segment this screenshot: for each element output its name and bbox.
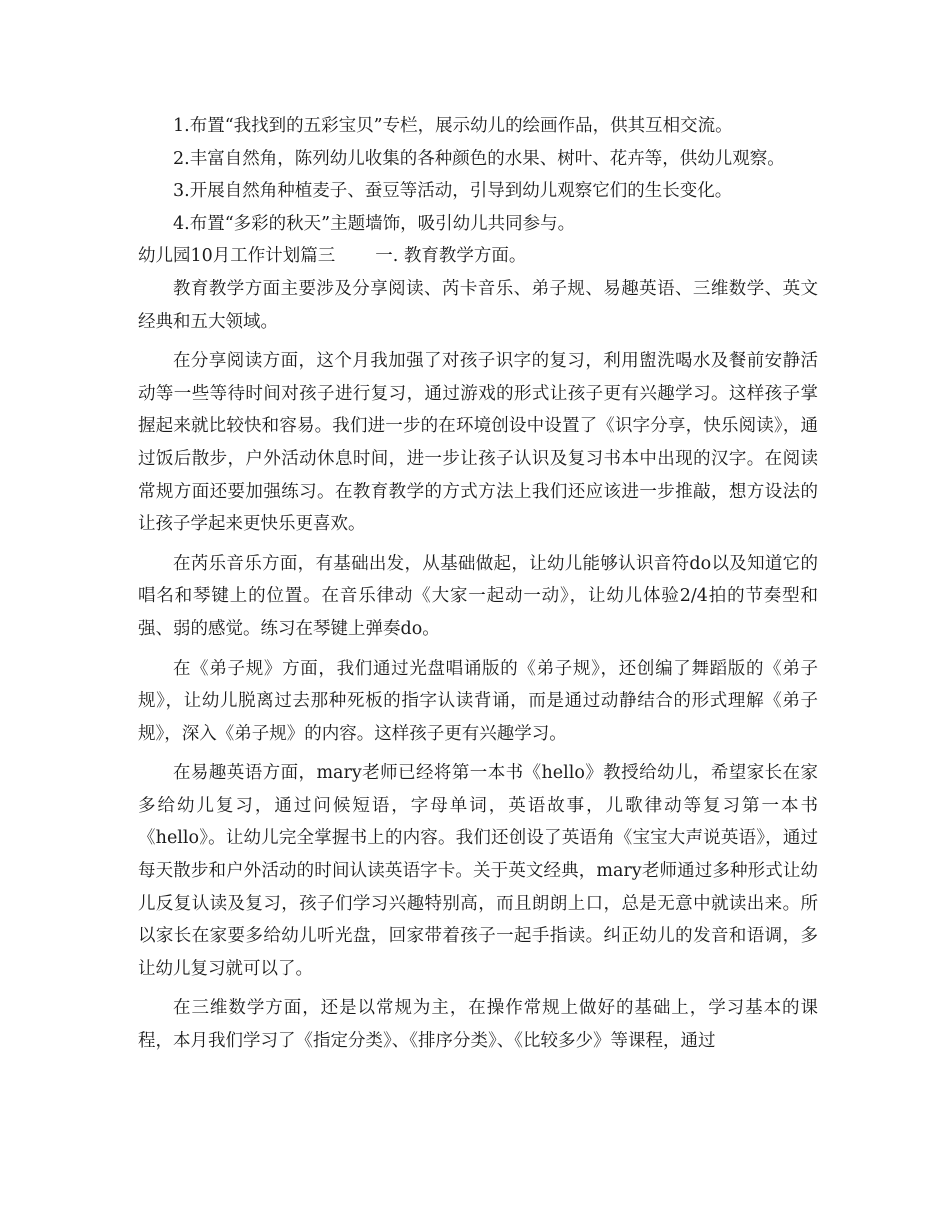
document-title: 幼儿园10月工作计划篇三 (138, 246, 336, 267)
paragraph: 在易趣英语方面，mary老师已经将第一本书《hello》教授给幼儿，希望家长在家多给幼儿复习，通过问候短语，字母单词，英语故事，儿歌律动等复习第一本书《hello》。让幼儿完全掌握书上的内容。我们还创设了英语角《宝宝大声说英语》，通过每天散步和户外活动的时间认读英语字卡。关于英文经典，mary老师通过多种形式让幼儿反复认读及复习，孩子们学习兴趣特别高，而且朗朗上口，总是无意中就读出来。所以家长在家要多给幼儿听光盘，回家带着孩子一起手指读。纠正幼儿的发音和语调，多让幼儿复习就可以了。 (138, 763, 818, 979)
section-heading (138, 240, 818, 273)
paragraph: 教育教学方面主要涉及分享阅读、芮卡音乐、弟子规、易趣英语、三维数学、英文经典和五大领域。 (138, 278, 818, 332)
paragraph-spacer (138, 750, 818, 757)
paragraph-spacer (138, 541, 818, 548)
list-item: 2.丰富自然角，陈列幼儿收集的各种颜色的水果、树叶、花卉等，供幼儿观察。 (173, 148, 785, 169)
paragraph: 在三维数学方面，还是以常规为主，在操作常规上做好的基础上，学习基本的课程，本月我们学习了《指定分类》、《排序分类》、《比较多少》等课程，通过 (138, 998, 818, 1052)
document-body (138, 110, 818, 1058)
paragraph: 在分享阅读方面，这个月我加强了对孩子识字的复习，利用盥洗喝水及餐前安静活动等一些等待时间对孩子进行复习，通过游戏的形式让孩子更有兴趣学习。这样孩子掌握起来就比较快和容易。我们进一步的在环境创设中设置了《识字分享，快乐阅读》，通过饭后散步，户外活动休息时间，进一步让孩子认识及复习书本中出现的汉字。在阅读常规方面还要加强练习。在教育教学的方式方法上我们还应该进一步推敲，想方设法的让孩子学起来更快乐更喜欢。 (138, 351, 818, 535)
list-item: 3.开展自然角种植麦子、蚕豆等活动，引导到幼儿观察它们的生长变化。 (173, 181, 733, 202)
paragraph-spacer (138, 646, 818, 653)
section-title: 一. 教育教学方面。 (375, 246, 527, 267)
list-item: 1.布置“我找到的五彩宝贝”专栏，展示幼儿的绘画作品，供其互相交流。 (173, 116, 733, 136)
paragraph: 在芮乐音乐方面，有基础出发，从基础做起，让幼儿能够认识音符do以及知道它的唱名和琴键上的位置。在音乐律动《大家一起动一动》，让幼儿体验2/4拍的节奏型和强、弱的感觉。练习在琴键上弹奏do。 (138, 553, 818, 639)
paragraph-spacer (138, 338, 818, 345)
paragraph-spacer (138, 985, 818, 992)
paragraph: 在《弟子规》方面，我们通过光盘唱诵版的《弟子规》，还创编了舞蹈版的《弟子规》，让幼儿脱离过去那种死板的指字认读背诵，而是通过动静结合的形式理解《弟子规》，深入《弟子规》的内容。这样孩子更有兴趣学习。 (138, 658, 818, 744)
list-item: 4.布置“多彩的秋天”主题墙饰，吸引幼儿共同参与。 (173, 213, 576, 234)
